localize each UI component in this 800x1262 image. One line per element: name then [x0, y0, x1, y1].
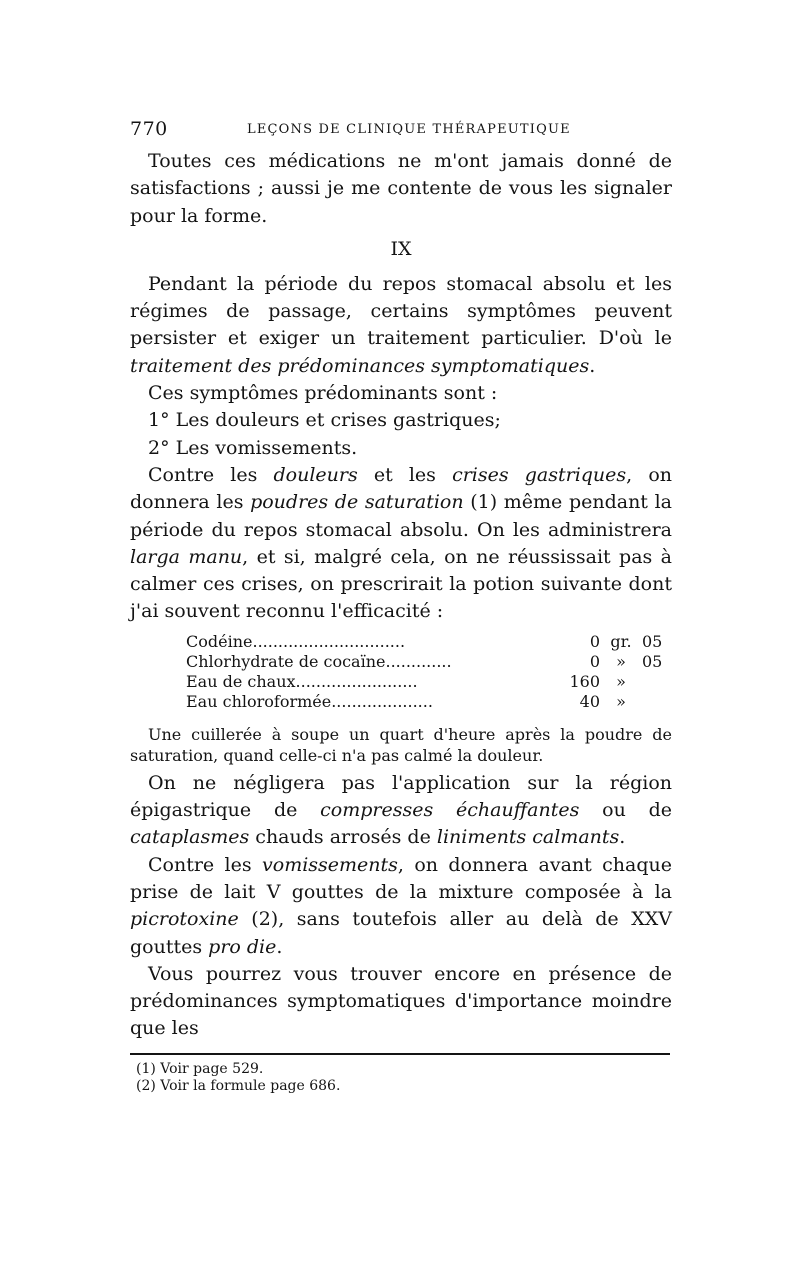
prescription-row: Eau chloroformée.................... 40 »: [186, 691, 626, 711]
running-title: LEÇONS DE CLINIQUE THÉRAPEUTIQUE: [247, 122, 571, 137]
paragraph-compresses: On ne négligera pas l'application sur la région épigastrique de compresses échauffantes ou de cataplasmes chauds arrosés de liniments calmants.: [130, 771, 673, 849]
list-item: 1° Les douleurs et crises gastriques;: [148, 409, 501, 432]
book-page: [130, 118, 672, 1095]
prescription-row: Chlorhydrate de cocaïne............. 0 » 05: [186, 651, 663, 671]
prescription-row: Eau de chaux........................ 160 »: [186, 671, 626, 691]
paragraph-predominances: Vous pourrez vous trouver encore en présence de prédominances symptomatiques d'importance moindre que les: [130, 962, 672, 1040]
italic-traitement: traitement des prédominances symptomatiques: [130, 354, 590, 377]
dosage-note: Une cuillerée à soupe un quart d'heure après la poudre de saturation, quand celle-ci n'a pas calmé la douleur.: [130, 724, 672, 765]
footnote: (2) Voir la formule page 686.: [136, 1077, 341, 1094]
prescription-row: Codéine.............................. 0 gr. 05: [186, 631, 663, 651]
footnote-divider: [130, 1053, 670, 1055]
running-head: [130, 118, 672, 148]
paragraph-douleurs: Contre les douleurs et les crises gastriques, on donnera les poudres de saturation (1) même pendant la période du repos stomacal absolu. On les administrera larga manu, et si, malgré cela, on ne réussissait pas à calmer ces crises, on prescrirait la potion suivante dont j'ai souvent reconnu l'efficacité :: [130, 463, 673, 623]
paragraph-repos-stomacal: Pendant la période du repos stomacal absolu et les régimes de passage, certains symptômes peuvent persister et exiger un traitement particulier. D'où le traitement des prédominances symptomatiques.: [130, 272, 672, 377]
prescription-table: [130, 632, 672, 712]
paragraph-vomissements: Contre les vomissements, on donnera avant chaque prise de lait V gouttes de la mixture composée à la picrotoxine (2), sans toutefois aller au delà de XXV gouttes pro die.: [130, 853, 672, 958]
paragraph-medications: Toutes ces médications ne m'ont jamais donné de satisfactions ; aussi je me contente de vous les signaler pour la forme.: [130, 150, 672, 227]
page-number: 770: [130, 118, 168, 140]
paragraph-symptomes: Ces symptômes prédominants sont :: [148, 382, 498, 405]
section-heading: IX: [390, 237, 412, 260]
footnote: (1) Voir page 529.: [136, 1060, 264, 1077]
list-item: 2° Les vomissements.: [148, 436, 358, 459]
